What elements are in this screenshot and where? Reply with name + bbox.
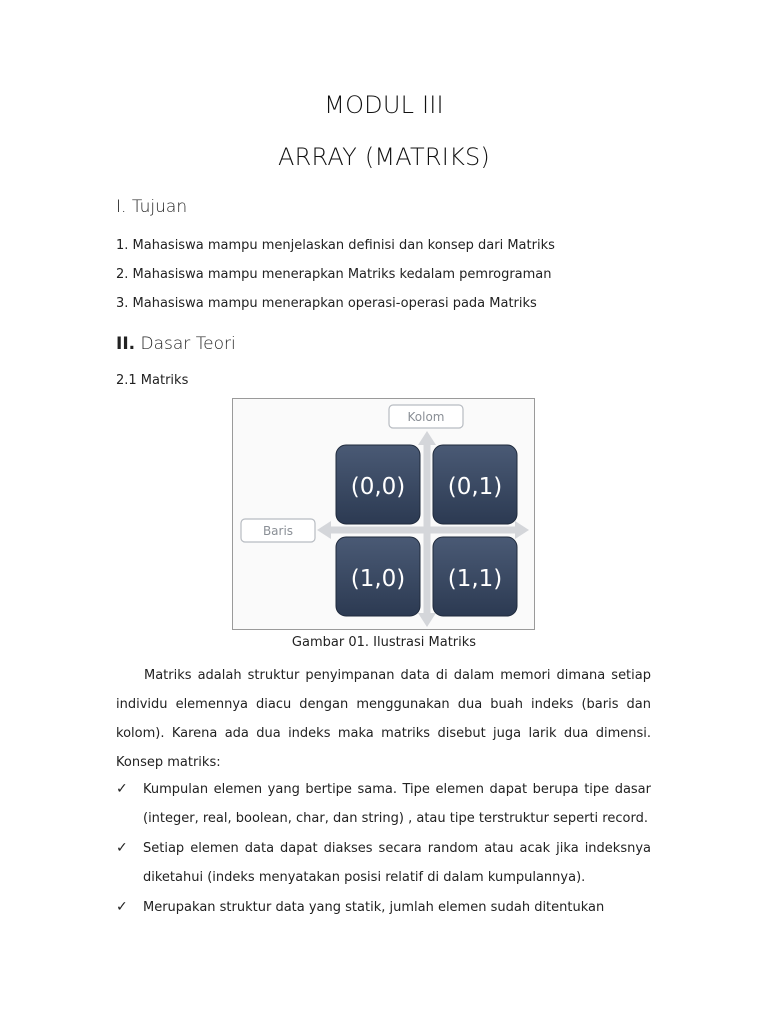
objective-item: 3. Mahasiswa mampu menerapkan operasi-operasi pada Matriks [116,296,537,311]
checkmark-icon: ✓ [116,781,128,797]
bullet-item [116,775,651,833]
section-number: II. [116,334,136,354]
bullet-text: Merupakan struktur data yang statik, jumlah elemen sudah ditentukan [143,900,605,915]
cell-label: (0,0) [350,474,406,500]
bullet-text: Setiap elemen data dapat diakses secara random atau acak jika indeksnya diketahui (indeks menyatakan posisi relatif di dalam kumpulannya). [143,841,651,885]
matrix-cell-11 [433,537,517,616]
section-heading-tujuan: I. Tujuan [116,197,188,217]
matrix-cell-00 [336,445,420,524]
subsection-heading: 2.1 Matriks [116,373,189,388]
column-label-box [389,405,463,428]
objective-item: 2. Mahasiswa mampu menerapkan Matriks kedalam pemrograman [116,267,552,282]
matrix-illustration [232,398,535,630]
bullet-text: Kumpulan elemen yang bertipe sama. Tipe elemen dapat berupa tipe dasar (integer, real, boolean, char, dan string) , atau tipe terstruktur seperti record. [143,782,651,826]
bullet-item [116,893,651,922]
cell-label: (0,1) [447,474,503,500]
checkmark-icon: ✓ [116,840,128,856]
figure-caption: Gambar 01. Ilustrasi Matriks [291,635,477,650]
matrix-diagram-svg [233,399,534,629]
module-subtitle: ARRAY (MATRIKS) [277,143,490,171]
objective-item: 1. Mahasiswa mampu menjelaskan definisi dan konsep dari Matriks [116,238,555,253]
row-label: Baris [262,524,294,538]
bullet-item [116,834,651,892]
module-title: MODUL III [324,91,444,119]
matrix-cell-10 [336,537,420,616]
cell-label: (1,0) [350,566,406,592]
row-label-box [241,519,315,542]
section-heading-dasar-teori [116,334,236,354]
column-label: Kolom [407,410,445,424]
matrix-cell-01 [433,445,517,524]
checkmark-icon: ✓ [116,899,128,915]
body-paragraph: Matriks adalah struktur penyimpanan data di dalam memori dimana setiap individu elemennya diacu dengan menggunakan dua buah indeks (baris dan kolom). Karena ada dua indeks maka matriks disebut juga larik dua dimensi. Konsep matriks: [116,668,651,770]
section-title: Dasar Teori [140,334,236,354]
cell-label: (1,1) [447,566,503,592]
